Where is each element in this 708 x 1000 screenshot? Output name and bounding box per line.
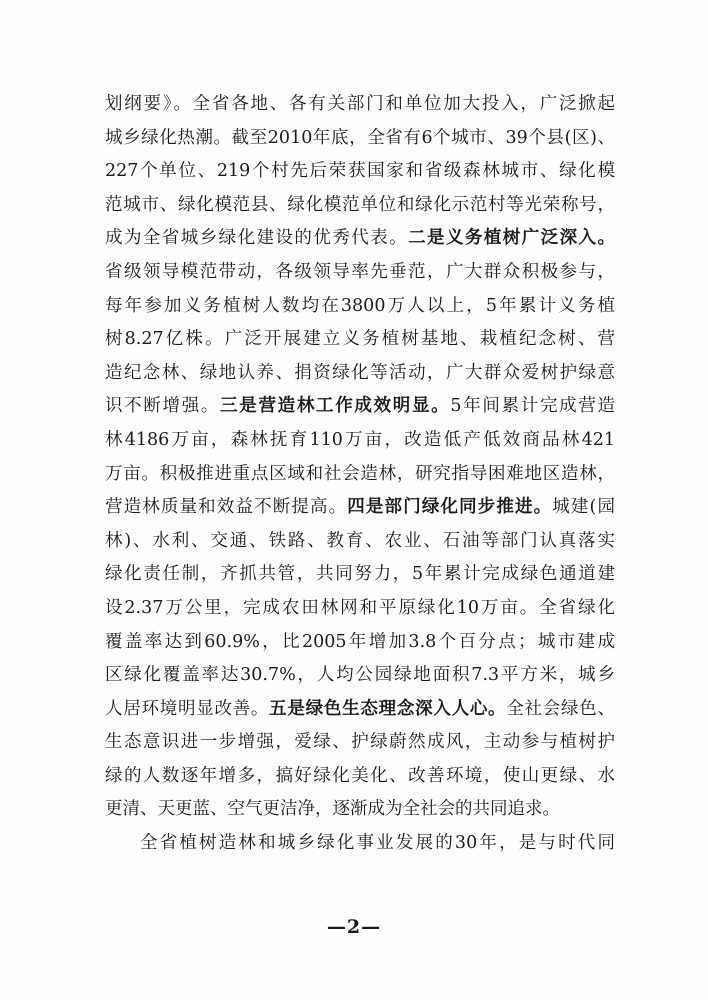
text-line: 生态意识进一步增强，爱绿、护绿蔚然成风，主动参与植树护 — [105, 732, 615, 753]
text-line: 城乡绿化热潮。截至2010年底，全省有6个城市、39个县(区)、 — [105, 127, 615, 148]
text-line: 成为全省城乡绿化建设的优秀代表。二是义务植树广泛深入。 — [105, 228, 616, 249]
bold-heading: 二是义务植树广泛深入。 — [408, 228, 616, 249]
text-line: 人居环境明显改善。五是绿色生态理念深入人心。全社会绿色、 — [105, 698, 616, 719]
text-line: 范城市、绿化模范县、绿化模范单位和绿化示范村等光荣称号， — [105, 194, 615, 215]
text-line: 林)、水利、交通、铁路、教育、农业、石油等部门认真落实 — [105, 530, 615, 551]
body-text — [105, 88, 615, 861]
bold-heading: 三是营造林工作成效明显。 — [220, 396, 451, 417]
bold-heading: 五是绿色生态理念深入人心。 — [269, 698, 507, 719]
text-line: 划纲要》。全省各地、各有关部门和单位加大投入，广泛掀起 — [105, 94, 615, 114]
text-line: 识不断增强。三是营造林工作成效明显。5年间累计完成营造 — [105, 396, 616, 417]
text-line: 树8.27亿株。广泛开展建立义务植树基地、栽植纪念树、营 — [105, 329, 615, 350]
bold-heading: 四是部门绿化同步推进。 — [347, 497, 553, 518]
text-line: 万亩。积极推进重点区域和社会造林，研究指导困难地区造林， — [105, 463, 615, 484]
text-line: 省级领导模范带动，各级领导率先垂范，广大群众积极参与， — [105, 261, 615, 282]
text-line: 绿的人数逐年增多，搞好绿化美化、改善环境，使山更绿、水 — [105, 765, 615, 786]
text-line: 设2.37万公里，完成农田林网和平原绿化10万亩。全省绿化 — [105, 597, 615, 618]
text-line: 全省植树造林和城乡绿化事业发展的30年，是与时代同 — [140, 833, 615, 854]
page-number: —2— — [326, 916, 382, 938]
text-line: 更清、天更蓝、空气更洁净，逐渐成为全社会的共同追求。 — [105, 799, 560, 820]
text-line: 林4186万亩，森林抚育110万亩，改造低产低效商品林421 — [105, 429, 615, 450]
text-line: 覆盖率达到60.9%，比2005年增加3.8个百分点；城市建成 — [105, 631, 615, 652]
text-line: 区绿化覆盖率达30.7%，人均公园绿地面积7.3平方米，城乡 — [105, 665, 615, 686]
text-line: 每年参加义务植树人数均在3800万人以上，5年累计义务植 — [105, 295, 615, 316]
text-line: 绿化责任制，齐抓共管，共同努力，5年累计完成绿色通道建 — [105, 564, 615, 585]
text-line: 造纪念林、绿地认养、捐资绿化等活动，广大群众爱树护绿意 — [105, 362, 615, 383]
text-line: 227个单位、219个村先后荣获国家和省级森林城市、绿化模 — [105, 161, 615, 182]
text-line: 营造林质量和效益不断提高。四是部门绿化同步推进。城建(园 — [105, 497, 616, 518]
